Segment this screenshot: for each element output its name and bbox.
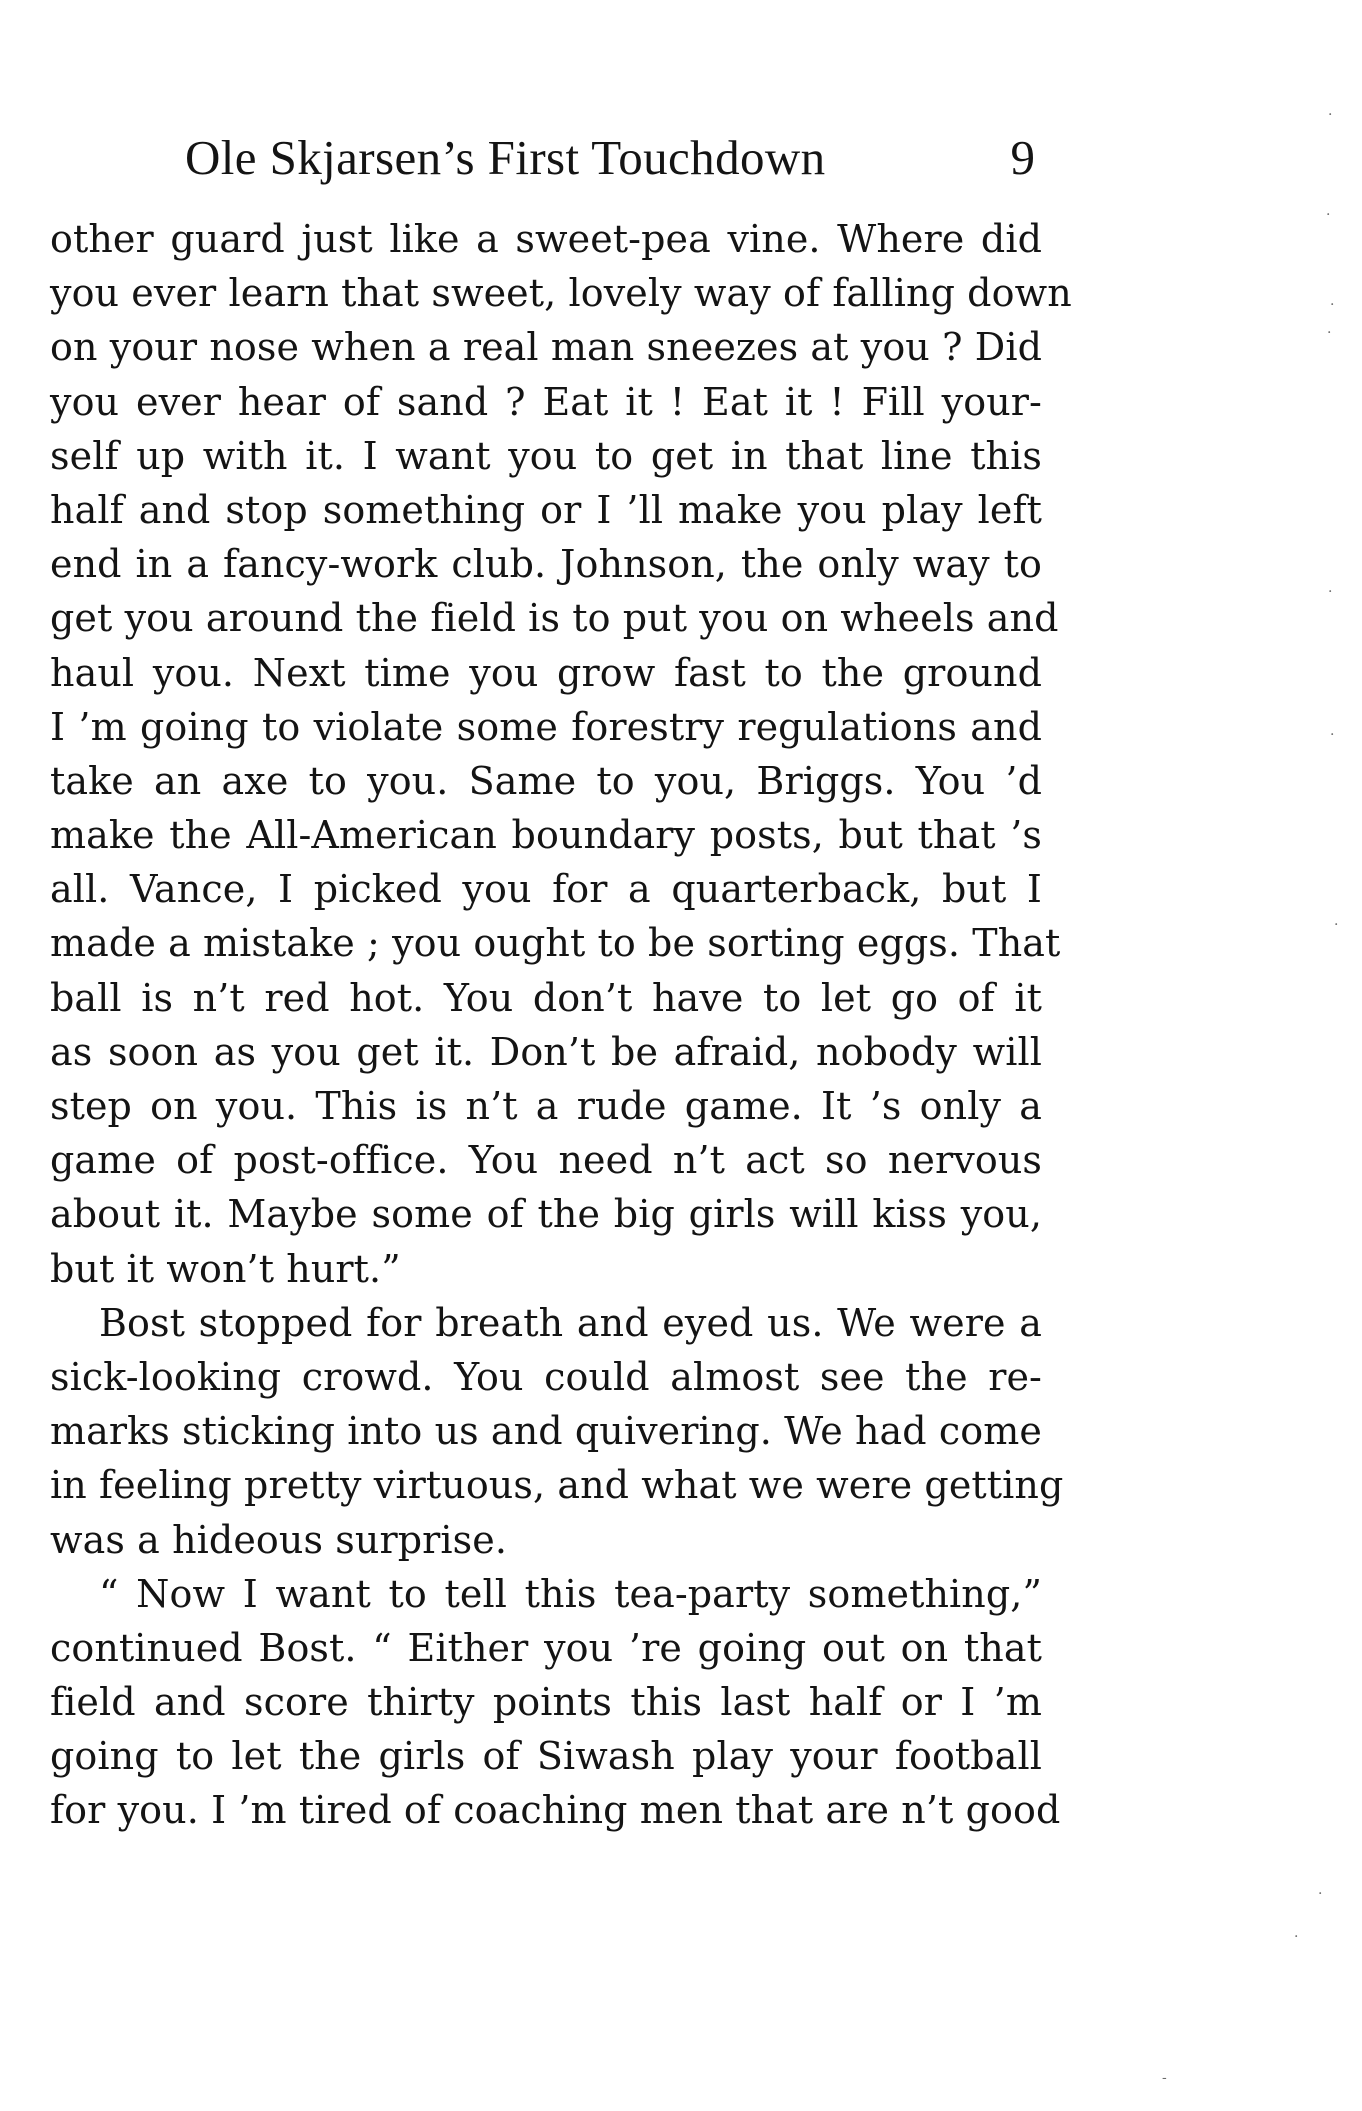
scan-speck: · — [1330, 727, 1335, 743]
paragraph — [50, 1567, 1061, 1838]
text-line: half and stop something or I ’ll make you play left — [50, 487, 1042, 532]
page-number: 9 — [1010, 130, 1035, 185]
text-line: you ever hear of sand ? Eat it ! Eat it ! Fill your- — [50, 379, 1042, 424]
paragraph — [50, 212, 1072, 1296]
text-line: sick-looking crowd. You could almost see the re- — [50, 1354, 1042, 1399]
text-line: game of post-office. You need n’t act so nervous — [50, 1138, 1042, 1183]
scan-speck: · — [1328, 584, 1333, 600]
text-line: get you around the field is to put you on wheels and — [50, 596, 1059, 641]
text-line: haul you. Next time you grow fast to the ground — [50, 650, 1042, 695]
text-line: step on you. This is n’t a rude game. It ’s only a — [50, 1084, 1042, 1128]
text-line: continued Bost. “ Either you ’re going out on that — [50, 1625, 1042, 1670]
text-line: for you. I ’m tired of coaching men that are n’t good — [50, 1788, 1061, 1833]
scan-speck: · — [1328, 107, 1333, 123]
text-line: other guard just like a sweet-pea vine. Where did — [50, 217, 1042, 261]
text-line: self up with it. I want you to get in that line this — [50, 433, 1042, 478]
scan-speck: · — [1330, 297, 1335, 313]
text-line: end in a fancy-work club. Johnson, the only way to — [50, 542, 1042, 587]
text-line: I ’m going to violate some forestry regulations and — [50, 704, 1042, 749]
scan-speck: · — [1294, 1929, 1299, 1945]
text-line: “ Now I want to tell this tea-party something,” — [99, 1571, 1042, 1616]
text-line: in feeling pretty virtuous, and what we were getting — [50, 1463, 1064, 1508]
text-line: ball is n’t red hot. You don’t have to let go of it — [50, 975, 1042, 1020]
body-text — [50, 212, 1072, 1838]
scan-speck: · — [1326, 207, 1331, 223]
text-line: field and score thirty points this last half or I ’m — [50, 1680, 1042, 1725]
scan-speck: · — [1334, 917, 1339, 933]
scan-speck: · — [1318, 1886, 1323, 1902]
text-line: on your nose when a real man sneezes at you ? Did — [50, 325, 1042, 370]
text-line: you ever learn that sweet, lovely way of falling down — [50, 271, 1072, 316]
text-line: as soon as you get it. Don’t be afraid, nobody will — [50, 1029, 1042, 1074]
running-head-title: Ole Skjarsen’s First Touchdown — [185, 130, 826, 185]
text-line: was a hideous surprise. — [50, 1517, 508, 1562]
paragraph — [50, 1296, 1064, 1567]
text-line: but it won’t hurt.” — [50, 1246, 401, 1291]
text-line: Bost stopped for breath and eyed us. We were a — [99, 1300, 1042, 1345]
scan-speck: · — [1327, 325, 1332, 341]
text-line: make the All-American boundary posts, but that ’s — [50, 813, 1042, 858]
text-line: marks sticking into us and quivering. We had come — [50, 1409, 1042, 1454]
text-line: all. Vance, I picked you for a quarterback, but I — [50, 867, 1042, 912]
text-line: take an axe to you. Same to you, Briggs. You ’d — [50, 758, 1042, 803]
text-line: going to let the girls of Siwash play your football — [50, 1734, 1042, 1779]
scan-speck: ‐ — [1162, 2070, 1167, 2086]
text-line: about it. Maybe some of the big girls will kiss you, — [50, 1192, 1042, 1237]
running-head — [185, 128, 1035, 188]
text-line: made a mistake ; you ought to be sorting eggs. That — [50, 921, 1061, 966]
